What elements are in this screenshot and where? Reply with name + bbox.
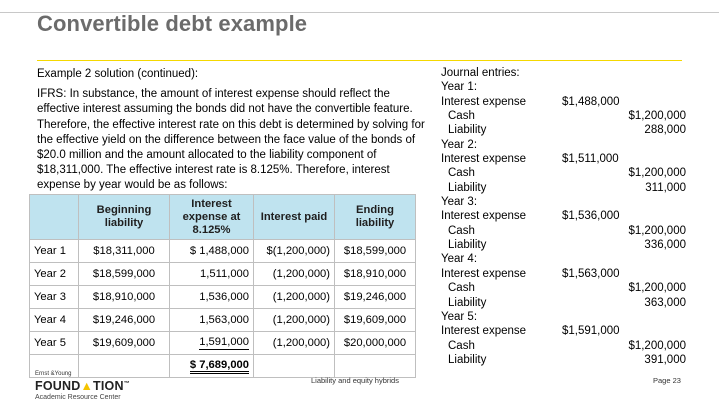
logo-sub-text: Academic Resource Center (35, 394, 121, 402)
ending-cell: $20,000,000 (335, 332, 416, 355)
journal-row (441, 209, 686, 223)
journal-account-label: Year 1: (441, 81, 478, 94)
foundation-logo (35, 371, 130, 402)
beginning-cell: $18,910,000 (79, 286, 170, 309)
journal-debit-amount: $1,591,000 (562, 325, 620, 338)
expense-cell (170, 332, 254, 355)
journal-account-label: Liability (448, 353, 487, 366)
beginning-cell: $19,246,000 (79, 309, 170, 332)
year-cell: Year 3 (30, 286, 79, 309)
year-cell: Year 2 (30, 263, 79, 286)
paid-cell: $(1,200,000) (254, 240, 335, 263)
ending-cell: $19,246,000 (335, 286, 416, 309)
ending-cell: $18,599,000 (335, 240, 416, 263)
header-cell: Interest expense at 8.125% (170, 195, 254, 240)
logo-top-text: Ernst &Young (35, 371, 72, 377)
journal-row (441, 195, 686, 209)
journal-credit-amount: 391,000 (644, 353, 686, 366)
journal-account-label: Interest expense (441, 153, 527, 166)
journal-credit-amount: 288,000 (644, 124, 686, 137)
paid-cell: (1,200,000) (254, 263, 335, 286)
header-cell: Interest paid (254, 195, 335, 240)
journal-account-label: Interest expense (441, 210, 527, 223)
journal-row (441, 80, 686, 94)
journal-account-label: Liability (448, 124, 487, 137)
journal-account-label: Liability (448, 296, 487, 309)
journal-entries (441, 66, 686, 367)
journal-account-label: Year 3: (441, 196, 478, 209)
table-row (30, 240, 416, 263)
empty-cell (254, 355, 335, 378)
journal-row (441, 138, 686, 152)
journal-debit-amount: $1,488,000 (562, 95, 620, 108)
journal-row (441, 181, 686, 195)
journal-heading-row (441, 66, 686, 80)
header-cell: Beginning liability (79, 195, 170, 240)
year-cell: Year 4 (30, 309, 79, 332)
footer-topic: Liability and equity hybrids (311, 376, 399, 385)
journal-credit-amount: $1,200,000 (628, 339, 686, 352)
journal-row (441, 296, 686, 310)
journal-row (441, 238, 686, 252)
journal-row (441, 339, 686, 353)
journal-credit-amount: 336,000 (644, 239, 686, 252)
journal-account-label: Interest expense (441, 95, 527, 108)
journal-year-list (441, 80, 686, 367)
journal-account-label: Cash (448, 339, 475, 352)
ending-cell: $18,910,000 (335, 263, 416, 286)
journal-row (441, 324, 686, 338)
beginning-cell: $18,599,000 (79, 263, 170, 286)
expense-cell: $ 1,488,000 (170, 240, 254, 263)
year-cell: Year 1 (30, 240, 79, 263)
journal-account-label: Year 2: (441, 138, 478, 151)
journal-account-label: Liability (448, 239, 487, 252)
interest-schedule-table (29, 194, 416, 378)
journal-credit-amount: $1,200,000 (628, 282, 686, 295)
journal-account-label: Interest expense (441, 325, 527, 338)
journal-account-label: Cash (448, 167, 475, 180)
subtitle: Example 2 solution (continued): (37, 68, 199, 80)
expense-cell: 1,563,000 (170, 309, 254, 332)
expense-value-underlined: 1,591,000 (199, 336, 249, 348)
journal-credit-amount: $1,200,000 (628, 224, 686, 237)
journal-row (441, 123, 686, 137)
header-cell: Ending liability (335, 195, 416, 240)
paid-cell: (1,200,000) (254, 286, 335, 309)
journal-account-label: Year 4: (441, 253, 478, 266)
table-row (30, 286, 416, 309)
year-cell: Year 5 (30, 332, 79, 355)
journal-row (441, 109, 686, 123)
journal-row (441, 166, 686, 180)
explanation-paragraph: IFRS: In substance, the amount of interest expense should reflect the effective interest assuming the bonds did not have the convertible feature. Therefore, the effective interest rate on this debt is determined by solving for the effective yield on the difference between the face value of the bonds of $20.0 million and the amount allocated to the liability component of $18,311,000. The effective interest rate is 8.125%. Therefore, interest expense by year would be as follows: (37, 88, 425, 192)
ending-cell: $19,609,000 (335, 309, 416, 332)
total-expense: $ 7,689,000 (190, 359, 249, 374)
journal-account-label: Liability (448, 181, 487, 194)
journal-debit-amount: $1,511,000 (562, 153, 619, 166)
journal-row (441, 267, 686, 281)
table-row (30, 263, 416, 286)
expense-cell: 1,536,000 (170, 286, 254, 309)
journal-row (441, 353, 686, 367)
journal-heading: Journal entries: (441, 67, 520, 79)
journal-row (441, 310, 686, 324)
journal-account-label: Cash (448, 224, 475, 237)
logo-main-pre: FOUND (35, 379, 81, 394)
journal-account-label: Year 5: (441, 310, 478, 323)
paid-cell: (1,200,000) (254, 309, 335, 332)
expense-cell: 1,511,000 (170, 263, 254, 286)
journal-credit-amount: 311,000 (645, 181, 686, 194)
logo-triangle-icon: ▲ (80, 379, 94, 394)
beginning-cell: $18,311,000 (79, 240, 170, 263)
beginning-cell: $19,609,000 (79, 332, 170, 355)
journal-row (441, 224, 686, 238)
page-number: Page 23 (653, 376, 681, 385)
table-row (30, 332, 416, 355)
journal-row (441, 152, 686, 166)
title-divider (37, 60, 682, 61)
journal-row (441, 281, 686, 295)
table-header-row (30, 195, 416, 240)
journal-debit-amount: $1,536,000 (562, 210, 620, 223)
journal-account-label: Cash (448, 110, 475, 123)
journal-credit-amount: 363,000 (644, 296, 686, 309)
journal-row (441, 95, 686, 109)
journal-credit-amount: $1,200,000 (628, 110, 686, 123)
paid-cell: (1,200,000) (254, 332, 335, 355)
logo-main-text (35, 378, 130, 393)
journal-row (441, 252, 686, 266)
page-title: Convertible debt example (37, 11, 308, 36)
logo-main-post: TION (93, 379, 124, 394)
total-cell (170, 355, 254, 378)
journal-credit-amount: $1,200,000 (628, 167, 686, 180)
header-cell (30, 195, 79, 240)
empty-cell (335, 355, 416, 378)
journal-account-label: Cash (448, 282, 475, 295)
journal-debit-amount: $1,563,000 (562, 267, 620, 280)
explanation-block (37, 67, 435, 194)
logo-trademark: ™ (123, 381, 130, 387)
journal-account-label: Interest expense (441, 267, 527, 280)
table-row (30, 309, 416, 332)
